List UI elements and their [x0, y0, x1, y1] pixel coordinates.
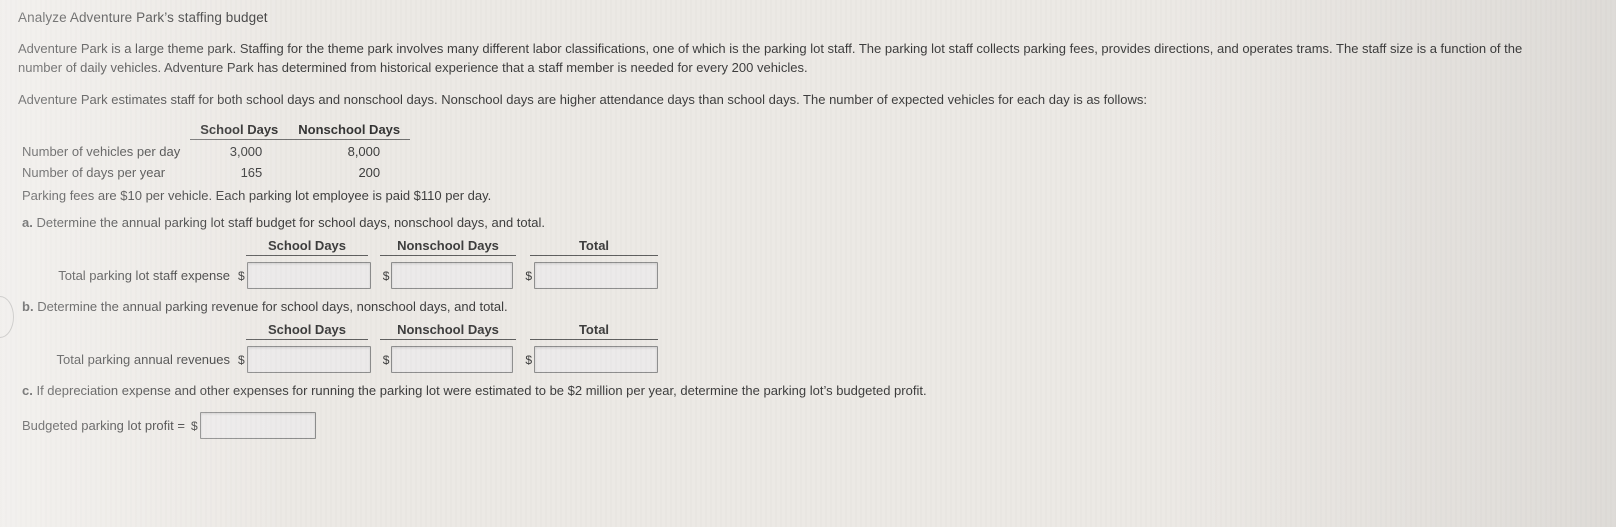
fact-table-header-nonschool: Nonschool Days — [288, 122, 410, 140]
intro-paragraph-2: Adventure Park estimates staff for both school days and nonschool days. Nonschool days are higher attendance days than school days. The number of expected vehicles for each day is as follows: — [18, 92, 1148, 107]
question-b-letter: b. — [22, 299, 34, 314]
revenue-school-input[interactable] — [247, 346, 371, 373]
answer-b-row — [18, 346, 1596, 373]
dollar-sign-icon: $ — [382, 268, 390, 283]
answer-block-c — [22, 412, 1596, 439]
dollar-sign-icon: $ — [382, 352, 390, 367]
vehicle-fact-table — [18, 122, 410, 182]
question-b — [22, 299, 1596, 314]
dollar-sign-icon: $ — [238, 268, 245, 283]
budgeted-profit-label: Budgeted parking lot profit = — [22, 418, 185, 433]
fact-table-header-blank — [18, 122, 190, 140]
staff-expense-school-input[interactable] — [247, 262, 371, 289]
dollar-sign-icon: $ — [525, 268, 533, 283]
table-header-row — [18, 122, 410, 140]
fact-table-header-school: School Days — [190, 122, 288, 140]
answer-b-header-nonschool: Nonschool Days — [380, 322, 516, 340]
answer-b-header-school: School Days — [246, 322, 368, 340]
staff-expense-nonschool-input[interactable] — [391, 262, 513, 289]
question-c-text: If depreciation expense and other expenses for running the parking lot were estimated to be $2 million per year, determine the parking lot’s budgeted profit. — [36, 383, 927, 398]
fact-row-vehicles-nonschool: 8,000 — [347, 144, 381, 159]
answer-b-headers — [246, 322, 1596, 340]
answer-b-row-label: Total parking annual revenues — [56, 352, 230, 367]
dollar-sign-icon: $ — [525, 352, 533, 367]
answer-a-header-total: Total — [530, 238, 658, 256]
budgeted-profit-input[interactable] — [200, 412, 316, 439]
answer-b-header-total: Total — [530, 322, 658, 340]
answer-a-header-school: School Days — [246, 238, 368, 256]
intro-paragraph-1: Adventure Park is a large theme park. Staffing for the theme park involves many different labor classifications, one of which is the parking lot staff. The parking lot staff collects parking fees, provides directions, and operates trams. The staff size is a function of the number of daily vehicles. Adventure Park has determined from historical experience that a staff member is needed for every 200 vehicles. — [18, 41, 1523, 75]
revenue-total-input[interactable] — [534, 346, 658, 373]
fact-row-label-days: Number of days per year — [22, 165, 166, 180]
answer-a-row — [18, 262, 1596, 289]
fact-row-days-nonschool: 200 — [358, 165, 381, 180]
question-a-text: Determine the annual parking lot staff budget for school days, nonschool days, and total. — [36, 215, 545, 230]
answer-block-b — [18, 322, 1596, 373]
fact-row-vehicles-school: 3,000 — [229, 144, 263, 159]
question-a-letter: a. — [22, 215, 33, 230]
answer-a-headers — [246, 238, 1596, 256]
fees-note: Parking fees are $10 per vehicle. Each parking lot employee is paid $110 per day. — [22, 188, 492, 203]
revenue-nonschool-input[interactable] — [391, 346, 513, 373]
staff-expense-total-input[interactable] — [534, 262, 658, 289]
fact-row-label-vehicles: Number of vehicles per day — [22, 143, 181, 159]
question-b-text: Determine the annual parking revenue for school days, nonschool days, and total. — [37, 299, 508, 314]
question-c-letter: c. — [22, 383, 33, 398]
table-row — [18, 140, 410, 162]
answer-block-a — [18, 238, 1596, 289]
fact-row-days-school: 165 — [240, 165, 263, 180]
dollar-sign-icon: $ — [190, 418, 198, 433]
answer-a-row-label: Total parking lot staff expense — [58, 268, 230, 283]
page-title: Analyze Adventure Park’s staffing budget — [18, 10, 268, 25]
table-row — [18, 161, 410, 182]
question-c — [22, 383, 1596, 398]
question-a — [22, 215, 1596, 230]
dollar-sign-icon: $ — [238, 352, 245, 367]
answer-a-header-nonschool: Nonschool Days — [380, 238, 516, 256]
